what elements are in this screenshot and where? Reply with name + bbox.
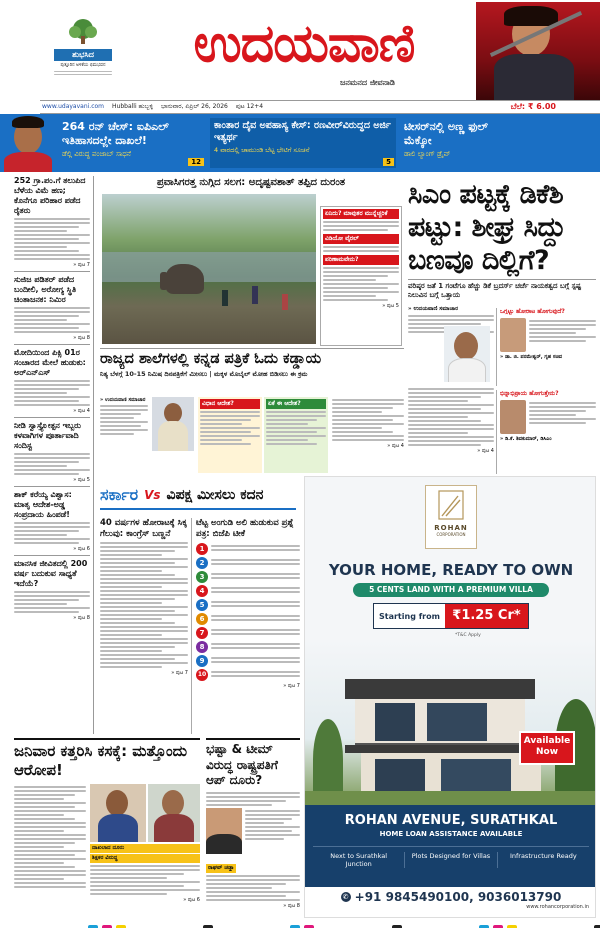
price-box: [373, 603, 529, 629]
left-column: [14, 176, 94, 734]
photo-story[interactable]: [100, 176, 402, 346]
ad-contact: [305, 887, 596, 918]
list-number: 4: [196, 585, 208, 597]
photo-story-headline: ಪ್ರವಾಸಿಗರತ್ತ ನುಗ್ಗಿದ ಸಲಗ: ಅದೃಷ್ಟವಶಾತ್ ತಪ್ಪಿದ ದುರಂತ: [156, 177, 346, 188]
left-story-3-more[interactable]: » ಪುಟ 4: [73, 408, 90, 414]
teaser-2-headline: ಕಾಂತಾರ ದೈವ ಅಪಹಾಸ್ಯ ಕೇಸ್: ರಣವೀರ್‌ವಿರುದ್ಧದ ಅರ್ಜಿ ಇತ್ಯರ್ಥ: [214, 120, 391, 143]
bottom-left-headline: ಜನಿವಾರ ಕತ್ತರಿಸಿ ಕಸಕ್ಕೆ: ಮತ್ತೊಂದು ಆರೋಪ!: [14, 742, 188, 779]
left-story-2[interactable]: [14, 275, 90, 341]
left-story-5[interactable]: [14, 490, 90, 552]
list-number: 3: [196, 571, 208, 583]
left-story-6-headline: ಮಾನಸಿಕ ಜೀವಿತದಲ್ಲಿ 200 ವರ್ಷ ಬದುಕುವ ಸಾಧ್ಯತೆ ಇದೆಯೆ?: [14, 559, 88, 588]
politics-band: [100, 482, 296, 510]
ad-subhead: 5 CENTS LAND WITH A PREMIUM VILLA: [353, 583, 549, 597]
phone-icon: ✆: [341, 892, 351, 902]
school-box-1-title: ವಿಧಾನ ಆದೇಶ?: [200, 399, 260, 409]
website-link[interactable]: www.udayavani.com: [42, 103, 105, 110]
protest-photo-2: [148, 784, 200, 842]
list-number: 5: [196, 599, 208, 611]
project-name: ROHAN AVENUE, SURATHKAL: [344, 813, 558, 828]
teaser-1-page: 12: [188, 158, 204, 166]
sponsor-logo: [48, 18, 118, 90]
photo-caption-1: ದಾಖಲಾದ ದೂರು: [90, 844, 200, 853]
list-item: [196, 585, 300, 597]
photo-box-2-label: ವಿಡಿಯೋ ವೈರಲ್: [323, 234, 399, 244]
page-count: ಪುಟ 12+4: [235, 103, 264, 110]
left-story-3[interactable]: [14, 348, 90, 414]
school-byline: » ಉದಯವಾಣಿ ಸಮಾಚಾರ: [100, 397, 146, 403]
rohan-brand-sub: CORPORATION: [436, 532, 466, 537]
list-item: [196, 669, 300, 681]
politics-right-list: [196, 543, 300, 681]
rohan-logo: [425, 485, 477, 549]
politics-vs: Vs: [144, 488, 161, 502]
available-badge: [519, 731, 575, 765]
bottom-mid-story[interactable]: [206, 738, 300, 916]
badge-line-2: Now: [535, 747, 559, 757]
edition: Hubballi ಹುಬ್ಬಳ್ಳಿ: [112, 103, 153, 110]
left-story-1[interactable]: [14, 176, 90, 268]
tree-icon: [65, 18, 101, 44]
school-box-2: [264, 397, 328, 473]
list-number: 8: [196, 641, 208, 653]
lead-side-2-label: ಭಿನ್ನಾಭಿಪ್ರಾಯ ಹೋಗುತ್ತೇನು?: [500, 390, 559, 397]
lead-headline-line-1: ಸಿಎಂ ಪಟ್ಟಕ್ಕೆ ಡಿಕೆಶಿ: [408, 179, 564, 210]
list-number: 10: [196, 669, 208, 681]
school-more[interactable]: » ಪುಟ 4: [387, 443, 404, 449]
cricketer-photo: [0, 114, 56, 172]
photo-caption-2: ಶಿಕ್ಷಕರ ವಿರುದ್ಧ: [90, 854, 200, 863]
photo-box-3-label: ಪರಿಣಾಮವೇನು?: [323, 255, 399, 265]
dateline: ಭಾನುವಾರ, ಏಪ್ರಿಲ್ 26, 2026: [161, 103, 228, 110]
lead-side-1-label: ಒಗ್ಗಟ್ಟು ಹೋರಾಟ ಹೋಗುವುದೆ?: [500, 308, 565, 315]
rohan-emblem-icon: [438, 490, 464, 520]
sponsor-brand: ಶುಭಸಿದ: [54, 49, 112, 61]
villa-photo: [305, 639, 596, 805]
bottom-mid-headline: ಭಷ್ಟಾ & ಟೀಮ್ ವಿರುದ್ಧ ರಾಷ್ಟ್ರಪತಿಗೆ ಆಪ್ ದೂರು?: [206, 742, 278, 787]
lead-side-1: [496, 308, 596, 386]
list-item: [196, 543, 300, 555]
politics-left-more[interactable]: » ಪುಟ 7: [171, 670, 188, 676]
feature-3: Infrastructure Ready: [509, 852, 577, 860]
chadha-photo: [206, 808, 242, 854]
lead-side-2: [496, 390, 596, 474]
dk-photo: [444, 326, 490, 382]
elephant-photo: [102, 194, 316, 344]
school-box-1: [198, 397, 262, 473]
left-story-6[interactable]: [14, 559, 90, 621]
school-subhead: ನಿತ್ಯ ಬೆಳಗ್ಗೆ 10-15 ನಿಮಿಷ ದಿನಪತ್ರಿಕೆಗೆ ಮೀಸಲು | ಮಕ್ಕಳ ಮೊಬೈಲ್ ಮೋಹ ಬಿಡಿಸಲು ಈ ಕ್ರಮ: [100, 370, 308, 378]
photo-story-info: [320, 206, 402, 346]
teaser-2[interactable]: [210, 118, 396, 168]
left-story-1-more[interactable]: » ಪುಟ 7: [73, 262, 90, 268]
left-story-2-headline: ಸುಜಿಜ ಪಡಿತರ್ ಪಡೆದ ಬಂದೀಲಿ, ಅರೋಗ್ಯ ಸ್ಥಿತಿ ಚಿಂತಾಜನಕ: ನಿಮಿರ: [14, 275, 77, 304]
protest-photo-1: [90, 784, 146, 842]
photo-box-1-label: ಏನಿದು? ಮಾವುತರ ಮುನ್ನೆಚ್ಚರಿಕೆ: [323, 209, 399, 219]
ad-website[interactable]: www.rohancorporation.in: [526, 904, 589, 910]
chadha-caption: ರಾಘವ್ ಚಡ್ಡಾ: [208, 864, 235, 871]
list-item: [196, 655, 300, 667]
list-number: 1: [196, 543, 208, 555]
left-story-2-more[interactable]: » ಪುಟ 8: [73, 335, 90, 341]
sponsor-text: ಪುತ್ತೂರಿನ ಅಳಿಕೆಯ ಭಿಮಭವನ: [60, 63, 106, 68]
bottom-left-story[interactable]: [14, 738, 200, 916]
left-story-4-headline: ನೀಡಿ ಸ್ವಾಸ್ತ್ಯೋತ್ಪನ ಇಬ್ಬರು ಕಳವಾಗಿಗಳ ಪೂರ್ತಾವಾದಿ ಸಂದಿಸ್ಟ: [14, 421, 81, 450]
school-box-2-title: ಏಕೆ ಈ ಆದೇಶ?: [266, 399, 326, 409]
list-number: 6: [196, 613, 208, 625]
registration-marks: [86, 916, 600, 924]
teaser-1-sub: ಡೆಲ್ಲಿ ವಿರುದ್ಧ ಪಂಜಾಬ್ ಸಾಧನೆ: [62, 150, 131, 158]
left-story-1-headline: 252 ಗ್ರಾ.ಪಂ.ಗೆ ತಲುಪಿದ ಬೆಳೆಯ ವಿಮೆ ಹಣ; ಕೊನೆಗೂ ಪರಿಹಾರ ಪಡೆದ ರೈತರು: [14, 176, 86, 215]
phone-numbers[interactable]: +91 9845490100, 9036013790: [354, 890, 562, 904]
list-item: [196, 571, 300, 583]
feature-1: Next to Surathkal Junction: [313, 852, 405, 868]
list-item: [196, 641, 300, 653]
teaser-3-sub: ಡಾಲಿ ಲ್ಯಾಂಗ್ ಡ್ರೈವ್: [404, 150, 451, 158]
masthead: [0, 0, 600, 100]
parameshwar-photo: [500, 318, 526, 352]
teaser-3-headline: ಟೀಸರ್‌ನಲ್ಲಿ ಅಣ್ಣ ಫುಲ್ ಮೆಕ್ಕೋ: [404, 120, 488, 147]
teaser-2-page: 5: [383, 158, 394, 166]
teaser-1-headline: 264 ರನ್ ಚೇಸ್: ಐಪಿಎಲ್ ಇತಿಹಾಸದಲ್ಲೇ ದಾಖಲೆ!: [62, 120, 169, 147]
list-item: [196, 627, 300, 639]
bottom-mid-more[interactable]: » ಪುಟ 8: [283, 902, 300, 909]
lead-side-2-quote-name: » ಡಿ.ಕೆ. ಶಿವಕುಮಾರ್, ಡಿಸಿಎಂ: [500, 436, 552, 442]
list-number: 2: [196, 557, 208, 569]
dateline-strip: [40, 100, 600, 114]
ad-tnc: *T&C Apply: [455, 633, 481, 638]
left-story-4-more[interactable]: » ಪುಟ 5: [73, 477, 90, 483]
teaser-2-sub: 4 ವಾರದಲ್ಲಿ ಚಾಮುಂಡಿ ಬೆಟ್ಟ ಭೇಟಿಗೆ ಸೂಚನೆ: [214, 146, 310, 154]
politics-left-headline: 40 ವರ್ಷಗಳ ಹೋರಾಟಕ್ಕೆ ಸಿಕ್ಕ ಗೆಲುವು: ಕಾಂಗ್ರೆಸ್ ಬಣ್ಣನೆ: [100, 518, 187, 539]
left-story-4[interactable]: [14, 421, 90, 483]
lead-story[interactable]: [408, 178, 596, 474]
politics-left-story[interactable]: [100, 518, 192, 734]
lead-more[interactable]: » ಪುಟ 4: [477, 448, 494, 454]
lead-subhead: ವರಿಷ್ಠರ ಜತೆ 1 ಗಂಟೆಗೂ ಹೆಚ್ಚು ಡಿಕೆ ಬ್ರದರ್ಸ್ ಚರ್ಚೆ ನಾಯಕತ್ವದ ಬಗ್ಗೆ ಸ್ಪಷ್ಟ ನಿಲುವಿನ ಬಗ್ಗೆ ಒತ್ತಾಯ: [408, 279, 596, 300]
lead-headline: [408, 178, 596, 277]
lead-byline: » ಉದಯವಾಣಿ ಸಮಾಚಾರ: [408, 306, 458, 312]
politics-right-title: ವಿಪಕ್ಷ ಮೀಸಲು ಕದನ: [166, 487, 264, 503]
price-value: ₹1.25 Cr*: [445, 604, 528, 628]
rohan-brand: ROHAN: [434, 524, 468, 532]
school-headline: ರಾಜ್ಯದ ಶಾಲೆಗಳಲ್ಲಿ ಕನ್ನಡ ಪತ್ರಿಕೆ ಓದು ಕಡ್ಡಾಯ: [100, 351, 322, 367]
list-item: [196, 613, 300, 625]
school-story[interactable]: [100, 348, 404, 476]
price: ಬೆಲೆ: ₹ 6.00: [510, 102, 556, 111]
loan-line: HOME LOAN ASSISTANCE AVAILABLE: [379, 830, 523, 838]
bottom-left-more[interactable]: » ಪುಟ 6: [183, 897, 200, 903]
politics-left-title: ಸರ್ಕಾರ: [100, 485, 139, 504]
teaser-1[interactable]: [58, 118, 206, 168]
teaser-strip: [0, 114, 600, 172]
badge-line-1: Available: [523, 736, 571, 746]
left-story-6-more[interactable]: » ಪುಟ 8: [73, 615, 90, 621]
left-story-5-more[interactable]: » ಪುಟ 6: [73, 546, 90, 552]
lead-side-1-quote-name: » ಡಾ. ಜಿ. ಪರಮೇಶ್ವರ್, ಗೃಹ ಸಚಿವ: [500, 354, 563, 360]
actor-photo: [476, 2, 600, 100]
price-label: Starting from: [379, 611, 440, 621]
politics-right-story[interactable]: [196, 518, 300, 734]
tagline: ಜನಮನದ ಜೀವನಾಡಿ: [340, 78, 395, 87]
feature-2: Plots Designed for Villas: [405, 852, 497, 868]
lead-headline-line-2: ಪಟ್ಟು: ಶೀಘ್ರ ಸಿದ್ದು: [408, 212, 566, 243]
teaser-3[interactable]: [400, 118, 596, 168]
list-item: [196, 557, 300, 569]
politics-right-headline: ಟೆಟ್ಟ ಅಂಗುಡಿ ಅಲಿ ಹುಡುಕುವ ಪ್ರಶ್ನೆ ಪತ್ರ: ಬಿಜೆಪಿ ಟೀಕೆ: [196, 518, 294, 539]
school-boy-photo: [152, 397, 194, 451]
list-item: [196, 599, 300, 611]
photo-story-more[interactable]: » ಪುಟ 5: [382, 303, 399, 309]
list-number: 9: [196, 655, 208, 667]
ad-headline: YOUR HOME, READY TO OWN: [328, 561, 574, 579]
left-story-5-headline: ಶಾಕ್ ಕರೆಯ್ಯ ವಿಶ್ವಾಸ: ಮಾತೃ ಆದೇಶ-ಅಡ್ಡ ಸಂಪ್ರದಾಯ ಹಿಂಪಡೆ!: [14, 490, 72, 519]
left-story-3-headline: ಮೋದಿಯಿಂದ ಪಿಕ್ಸಿ 01ರ ಸಂಚಾರದ ಮೇಲೆ ಹುಡುಕು: ಅರ್‌ಎನ್‌ಎಸ್: [14, 348, 86, 377]
newspaper-title[interactable]: ಉದಯವಾಣಿ: [193, 14, 415, 74]
politics-right-more[interactable]: » ಪುಟ 7: [283, 683, 300, 689]
lead-headline-line-3: ಬಣವೂ ದಿಲ್ಲಿಗೆ?: [408, 245, 550, 276]
list-number: 7: [196, 627, 208, 639]
shivakumar-photo: [500, 400, 526, 434]
rohan-ad[interactable]: [304, 476, 596, 918]
